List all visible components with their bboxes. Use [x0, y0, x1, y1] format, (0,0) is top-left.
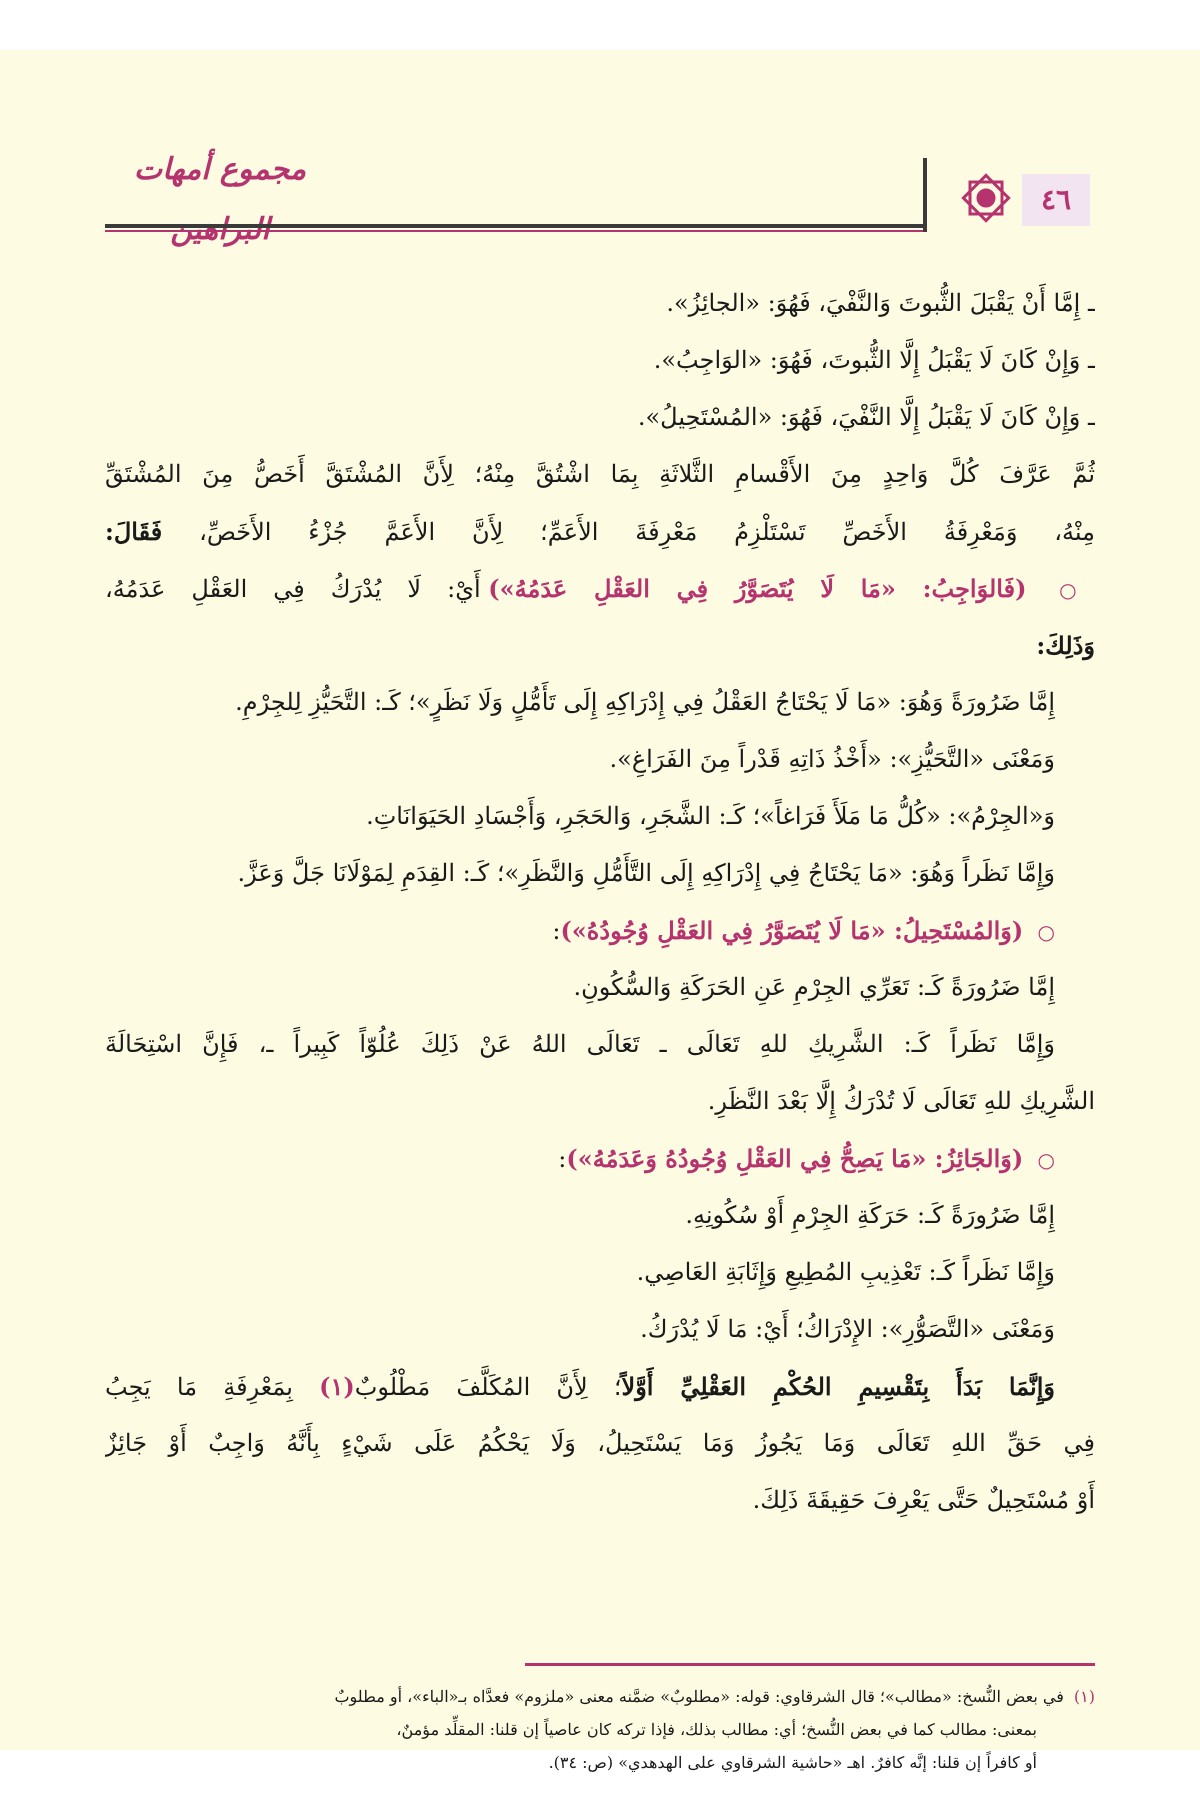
text-line — [105, 1358, 1095, 1415]
text-line — [105, 1472, 1095, 1529]
text-span: وَإِنَّمَا بَدَأَ بِتَقْسِيمِ الحُكْمِ العَقْلِيِّ أَوَّلاً — [621, 1372, 1055, 1401]
text-line — [105, 332, 1095, 389]
text-line — [105, 1244, 1095, 1301]
highlighted-term: (وَالجَائِزُ: «مَا يَصِحُّ فِي العَقْلِ وُجُودُهُ وَعَدَمُهُ») — [566, 1144, 1024, 1173]
footnotes — [105, 1680, 1095, 1779]
footnote-line — [105, 1680, 1095, 1713]
text-line — [105, 902, 1095, 959]
bullet-icon: ○ — [1034, 578, 1095, 602]
text-line — [105, 1301, 1095, 1358]
footnote-text: أو كافراً إن قلنا: إنَّه كافرٌ. اهـ «حاشية الشرقاوي على الهدهدي» (ص: ٣٤). — [548, 1753, 1037, 1772]
footnote-text: في بعض النُّسخ: «مطالب»؛ قال الشرقاوي: قوله: «مطلوبٌ» ضمَّنه معنى «ملزوم» فعدَّاه بـ«الباء»، أو مطلوبٌ — [334, 1687, 1064, 1706]
text-line — [105, 674, 1095, 731]
text-span: أَوْ مُسْتَحِيلٌ حَتَّى يَعْرِفَ حَقِيقَةَ ذَلِكَ. — [752, 1486, 1095, 1514]
text-line — [105, 503, 1095, 560]
text-line — [105, 389, 1095, 446]
text-span: الشَّرِيكِ للهِ تَعَالَى لَا تُدْرَكُ إِلَّا بَعْدَ النَّظَرِ. — [707, 1087, 1095, 1115]
bullet-icon: ○ — [1031, 920, 1055, 944]
text-span: وَإِمَّا نَظَراً وَهُوَ: «مَا يَحْتَاجُ فِي إِدْرَاكِهِ إِلَى التَّأَمُّلِ وَالنَّظَرِ»؛ كَـ: القِدَمِ لِمَوْلَانَا جَلَّ وَعَزَّ. — [237, 859, 1055, 887]
bullet-icon: ○ — [1031, 1148, 1055, 1172]
header-accent-rule — [105, 230, 927, 232]
text-line — [105, 1415, 1095, 1472]
text-span: ثُمَّ عَرَّفَ كُلَّ وَاحِدٍ مِنَ الأَقْسامِ الثَّلاثَةِ بِمَا اشْتُقَّ مِنْهُ؛ لِأَنَّ المُشْتَقَّ أَخَصُّ مِنَ المُشْتَقِّ — [105, 460, 1095, 488]
highlighted-term: (وَالمُسْتَحِيلُ: «مَا لَا يُتَصَوَّرُ فِي العَقْلِ وُجُودُهُ») — [560, 916, 1024, 945]
text-span: ؛ لِأَنَّ المُكَلَّفَ مَطْلُوبٌ — [354, 1373, 622, 1401]
footnote-line — [105, 1713, 1095, 1746]
footnote-separator — [525, 1663, 1095, 1666]
main-text — [105, 275, 1095, 1529]
text-span: وَإِمَّا نَظَراً كَـ: الشَّرِيكِ للهِ تَعَالَى ـ تَعَالَى اللهُ عَنْ ذَلِكَ عُلُوّاً كَبِيراً ـ، فَإِنَّ اسْتِحَالَةَ — [105, 1030, 1055, 1058]
text-line — [105, 275, 1095, 332]
text-span: إِمَّا ضَرُورَةً كَـ: تَعَرِّي الجِرْمِ عَنِ الحَرَكَةِ وَالسُّكُونِ. — [573, 973, 1055, 1001]
footnote-number: (١) — [1073, 1687, 1095, 1706]
book-page — [0, 50, 1200, 1772]
text-span: أَيْ: لَا يُدْرَكُ فِي العَقْلِ عَدَمُهُ، — [105, 575, 489, 603]
text-line — [105, 731, 1095, 788]
page-header — [105, 122, 1100, 232]
footnote-line — [105, 1746, 1095, 1779]
text-line — [105, 1073, 1095, 1130]
text-span: مِنْهُ، وَمَعْرِفَةُ الأَخَصِّ تَسْتَلْزِمُ مَعْرِفَةَ الأَعَمِّ؛ لِأَنَّ الأَعَمَّ جُزْءُ الأَخَصِّ، — [162, 518, 1095, 546]
text-span: وَمَعْنَى «التَّحَيُّزِ»: «أَخْذُ ذَاتِهِ قَدْراً مِنَ الفَرَاغِ». — [609, 745, 1055, 773]
text-span: ـ وَإِنْ كَانَ لَا يَقْبَلُ إِلَّا النَّفْيَ، فَهُوَ: «المُسْتَحِيلُ». — [637, 403, 1095, 431]
text-line — [105, 788, 1095, 845]
text-span: ـ وَإِنْ كَانَ لَا يَقْبَلُ إِلَّا الثُّبوتَ، فَهُوَ: «الوَاجِبُ». — [653, 346, 1095, 374]
text-line — [105, 560, 1095, 617]
text-span: : — [558, 1145, 567, 1173]
book-title: مجموع أمهات — [133, 152, 307, 187]
text-span: وَإِمَّا نَظَراً كَـ: تَعْذِيبِ المُطِيعِ وَإِثَابَةِ العَاصِي. — [636, 1258, 1055, 1286]
header-divider — [923, 158, 927, 232]
highlighted-term: (١) — [319, 1372, 355, 1401]
octagram-ornament-icon — [958, 170, 1014, 226]
footnote-text: بمعنى: مطالب كما في بعض النُّسخ؛ أي: مطالب بذلك، فإذا تركه كان عاصياً إن قلنا: المقلِّد مؤمنٌ، — [396, 1720, 1037, 1739]
highlighted-term: (فَالوَاجِبُ: «مَا لَا يُتَصَوَّرُ فِي العَقْلِ عَدَمُهُ») — [488, 574, 1027, 603]
text-line — [105, 1130, 1095, 1187]
text-span: إِمَّا ضَرُورَةً كَـ: حَرَكَةِ الجِرْمِ أَوْ سُكُونِهِ. — [685, 1201, 1055, 1229]
page-number: ٤٦ — [1022, 174, 1090, 226]
text-span: بِمَعْرِفَةِ مَا يَجِبُ — [105, 1373, 320, 1401]
text-span: ـ إِمَّا أَنْ يَقْبَلَ الثُّبوتَ وَالنَّفْيَ، فَهُوَ: «الجائِزُ». — [666, 289, 1095, 317]
text-span: إِمَّا ضَرُورَةً وَهُوَ: «مَا لَا يَحْتَاجُ العَقْلُ فِي إِدْرَاكِهِ إِلَى تَأَمُّلٍ وَلَا نَظَرٍ»؛ كَـ: التَّحَيُّزِ لِلجِرْمِ. — [235, 688, 1055, 716]
text-span: فَقَالَ: — [105, 517, 163, 546]
text-line — [105, 1016, 1095, 1073]
text-line — [105, 1187, 1095, 1244]
text-span: وَمَعْنَى «التَّصَوُّرِ»: الإِدْرَاكُ؛ أَيْ: مَا لَا يُدْرَكُ. — [640, 1315, 1055, 1343]
text-span: وَذَلِكَ: — [1036, 631, 1095, 660]
text-span: : — [552, 917, 561, 945]
text-line — [105, 446, 1095, 503]
text-line — [105, 845, 1095, 902]
text-span: فِي حَقِّ اللهِ تَعَالَى وَمَا يَجُوزُ وَمَا يَسْتَحِيلُ، وَلَا يَحْكُمُ عَلَى شَيْءٍ بِأَنَّهُ وَاجِبٌ أَوْ جَائِزٌ — [105, 1429, 1095, 1457]
text-span: وَ«الجِرْمُ»: «كُلُّ مَا مَلَأَ فَرَاغاً»؛ كَـ: الشَّجَرِ، وَالحَجَرِ، وَأَجْسَادِ الحَيَوَانَاتِ. — [366, 802, 1055, 830]
text-line — [105, 959, 1095, 1016]
text-line — [105, 617, 1095, 674]
header-rule — [105, 224, 927, 228]
